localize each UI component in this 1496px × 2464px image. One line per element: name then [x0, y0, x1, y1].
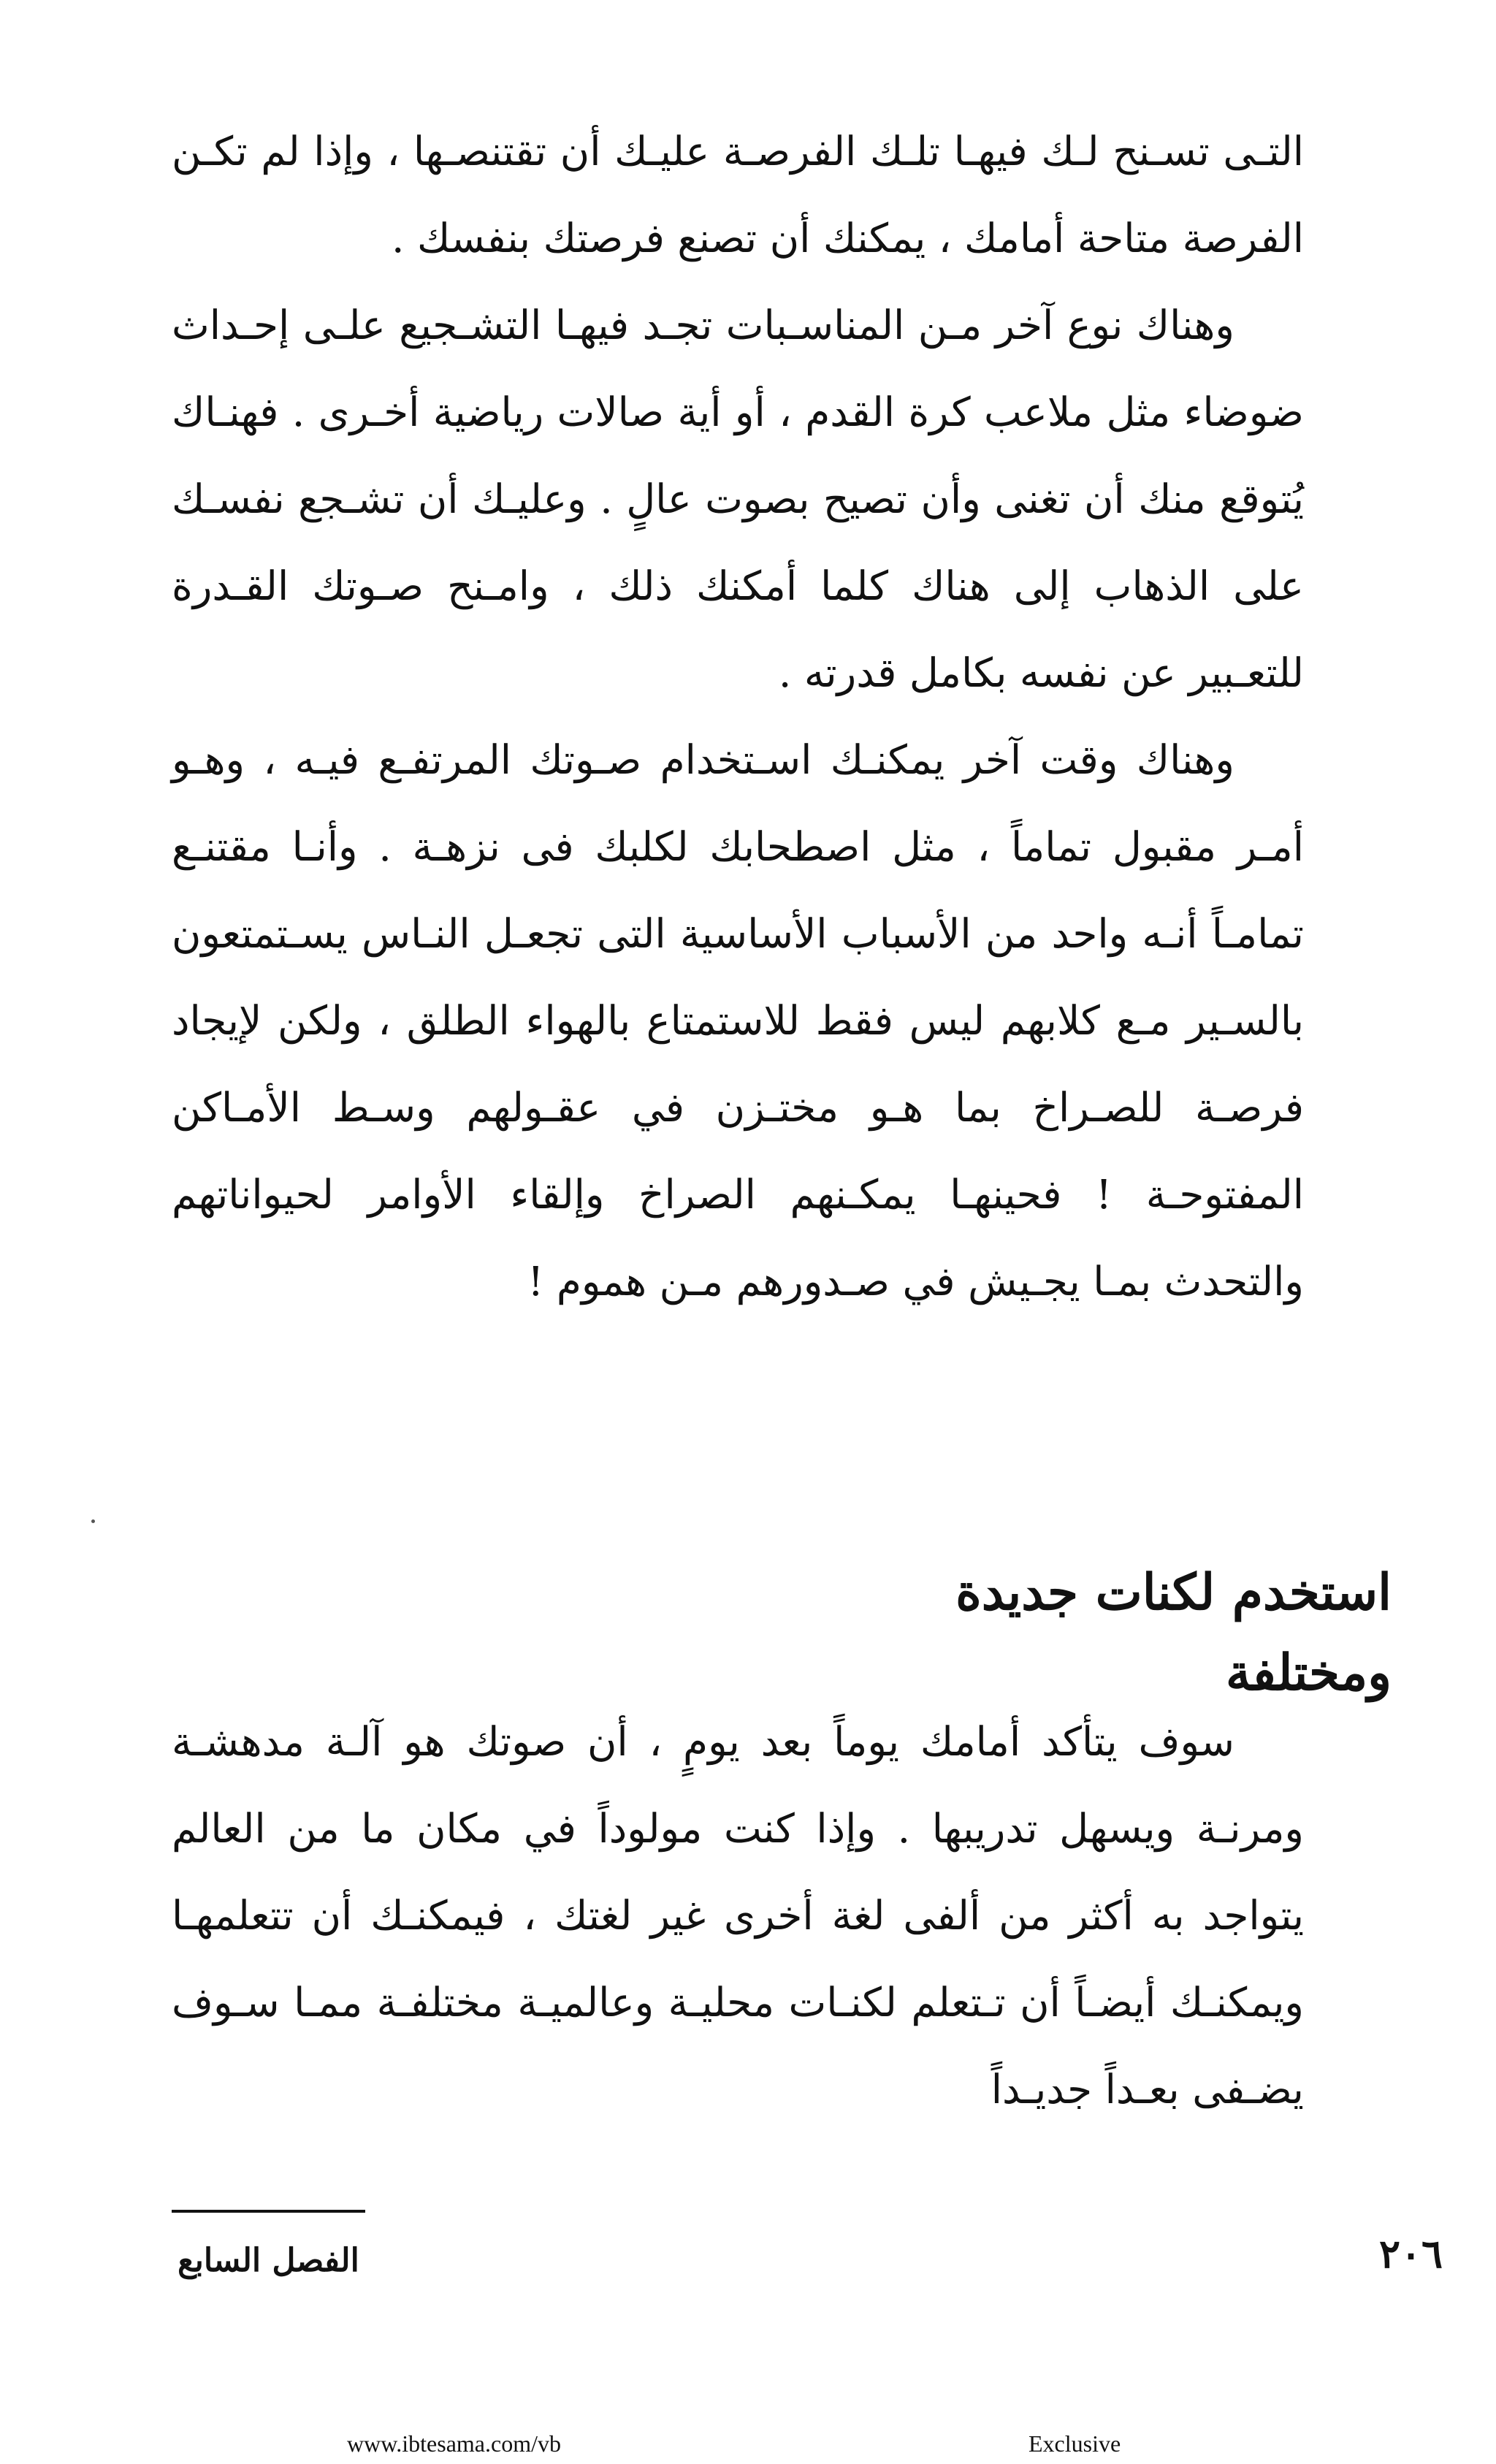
paragraph-accents: سوف يتأكد أمامك يوماً بعد يومٍ ، أن صوتك هو آلـة مدهشـة ومرنـة ويسهل تدريبها . وإذا كنت مولوداً في مكان ما من العالم يتواجد به أكثر من ألفى لغة أخرى غير لغتك ، فيمكنـك أن تتعلمهـا ويمكنـك أيضـاً أن تـتعلم لكنـات محليـة وعالميـة مختلفـة ممـا سـوف يضـفى بعـداً جديـداً: [172, 1718, 1304, 2113]
chapter-name: الفصل السابع: [178, 2242, 359, 2279]
text-block-bottom: [172, 1698, 1304, 2133]
section-heading: استخدم لكنات جديدة ومختلفة: [955, 1563, 1392, 1702]
page-number: ٢٠٦: [1378, 2230, 1443, 2277]
footer-rule: [172, 2210, 365, 2213]
paragraph-dog-walk: وهناك وقت آخر يمكنـك اسـتخدام صـوتك المرتفـع فيـه ، وهـو أمـر مقبول تماماً ، مثل اصطحابك لكلبك فى نزهـة . وأنـا مقتنـع تمامـاً أنـه واحد من الأسباب الأساسية التى تجعـل النـاس يسـتمتعون بالسـير مـع كلابهم ليس فقط للاستمتاع بالهواء الطلق ، ولكن لإيجاد فرصـة للصـراخ بما هـو مختـزن في عقـولهم وسـط الأمـاكن المفتوحـة ! فحينهـا يمكـنهم الصراخ وإلقاء الأوامر لحيواناتهم والتحدث بمـا يجـيش في صـدورهم مـن هموم !: [172, 736, 1304, 1305]
text-block-top: [172, 108, 1304, 1325]
paragraph-noise-occasions: وهناك نوع آخر مـن المناسـبات تجـد فيهـا التشـجيع علـى إحـداث ضوضاء مثل ملاعب كرة القدم ، أو أية صالات رياضية أخـرى . فهنـاك يُتوقع منك أن تغنى وأن تصيح بصوت عالٍ . وعليـك أن تشـجع نفسـك على الذهاب إلى هناك كلما أمكنك ذلك ، وامـنح صـوتك القـدرة للتعـبير عن نفسه بكامل قدرته .: [172, 302, 1304, 696]
exclusive-label: Exclusive: [1028, 2430, 1121, 2457]
paragraph-continuation: التـى تسـنح لـك فيهـا تلـك الفرصـة عليـك أن تقتنصـها ، وإذا لم تكـن الفرصة متاحة أمامك ، يمكنك أن تصنع فرصتك بنفسك .: [172, 128, 1304, 262]
scan-speck: [91, 1519, 95, 1523]
source-url: www.ibtesama.com/vb: [347, 2430, 561, 2457]
